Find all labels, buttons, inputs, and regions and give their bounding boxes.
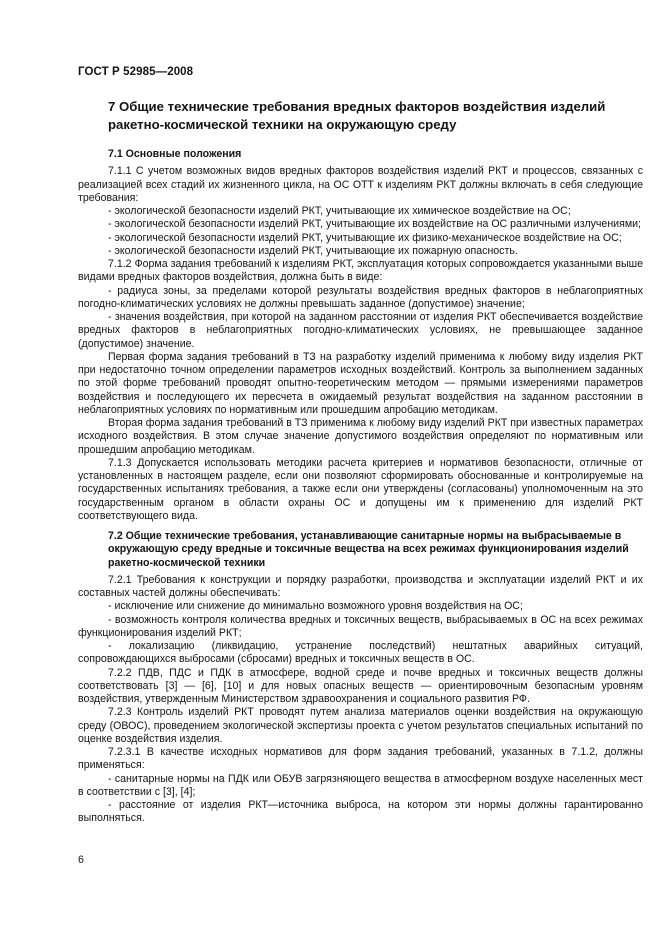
section-heading: 7 Общие технические требования вредных факторов воздействия изделий ракетно-космической техники на окружающую среду bbox=[108, 99, 606, 132]
list-item: - значения воздействия, при которой на заданном расстоянии от изделия РКТ обеспечивается воздействие вредных факторов в неблагоприятных погодно-климатических условиях, не превышающее заданное (допустимое) значение. bbox=[78, 311, 643, 350]
page-number: 6 bbox=[78, 854, 84, 866]
paragraph-7-2-1: 7.2.1 Требования к конструкции и порядку разработки, производства и эксплуатации изделий РКТ и их составных частей должны обеспечивать: bbox=[78, 573, 643, 599]
list-item: - экологической безопасности изделий РКТ, учитывающие их пожарную опасность. bbox=[108, 244, 518, 257]
paragraph-7-1-3: 7.1.3 Допускается использовать методики расчета критериев и нормативов безопасности, отличные от установленных в настоящем разделе, если они позволяют сформировать обоснованные и контролируемые на государственных испытаниях требования, а также если они утверждены (согласованы) уполномоченным на это государственным органом в области охраны ОС и допущены им к применению для изделий РКТ соответствующего вида. bbox=[78, 456, 643, 522]
list-item: - экологической безопасности изделий РКТ, учитывающие их физико-механическое воздействие на ОС; bbox=[108, 231, 622, 244]
list-item: - санитарные нормы на ПДК или ОБУВ загрязняющего вещества в атмосферном воздухе населенных мест в соответствии с [3], [4]; bbox=[78, 772, 643, 798]
list-item: - возможность контроля количества вредных и токсичных веществ, выбрасываемых в ОС на всех режимах функционирования изделий РКТ; bbox=[78, 613, 643, 639]
list-item: - экологической безопасности изделий РКТ, учитывающие их воздействие на ОС различными излучениями; bbox=[108, 218, 641, 231]
paragraph-first-form: Первая форма задания требований в ТЗ на разработку изделий применима к любому виду изделия РКТ при недостаточно точном определении параметров исходных воздействий. Контроль за выполнением заданных по этой форме требований проводят опытно-теоретическим методом — прямыми измерениями параметров воздействия и последующего их пересчета в ожидаемый результат воздействия на заданном расстоянии в неблагоприятных условиях по нормативным или прошедшим апробацию методикам. bbox=[78, 350, 643, 416]
subsection-7-2-body bbox=[78, 574, 643, 826]
list-item: - радиуса зоны, за пределами которой результаты воздействия вредных факторов в неблагоприятных погодно-климатических условиях не должны превышать заданное (допустимое) значение; bbox=[78, 284, 643, 310]
list-item: - экологической безопасности изделий РКТ, учитывающие их химическое воздействие на ОС; bbox=[108, 205, 571, 217]
paragraph-7-2-3: 7.2.3 Контроль изделий РКТ проводят путем анализа материалов оценки воздействия на окружающую среду (ОВОС), проведением экологической экспертизы проекта с учетом результатов специальных испытаний по оценке воздействия изделия. bbox=[78, 706, 643, 745]
list-item: - исключение или снижение до минимально возможного уровня воздействия на ОС; bbox=[108, 600, 523, 613]
standard-number: ГОСТ Р 52985—2008 bbox=[78, 66, 194, 78]
paragraph-second-form: Вторая форма задания требований в ТЗ применима к любому виду изделий РКТ при известных параметрах исходного воздействия. В этом случае значение допустимого воздействия определяют по нормативным или прошедшим апробацию методикам. bbox=[78, 417, 643, 456]
subsection-heading-7-1: 7.1 Основные положения bbox=[108, 148, 242, 160]
subsection-heading-7-2: 7.2 Общие технические требования, устанавливающие санитарные нормы на выбрасываемые в окружающую среду вредные и токсичные вещества на всех режимах функционирования изделий ракетно-космической техники bbox=[108, 530, 629, 569]
paragraph-7-2-3-1: 7.2.3.1 В качестве исходных нормативов для форм задания требований, указанных в 7.1.2, должны применяться: bbox=[78, 746, 643, 772]
page-body bbox=[78, 98, 643, 826]
list-item: - расстояние от изделия РКТ—источника выброса, на котором эти нормы должны гарантированно выполняться. bbox=[78, 799, 643, 825]
paragraph-7-1-2: 7.1.2 Форма задания требований к изделиям РКТ, эксплуатация которых сопровождается указанными выше видами вредных факторов воздействия, должна быть в виде: bbox=[78, 258, 643, 284]
paragraph-7-2-2: 7.2.2 ПДВ, ПДС и ПДК в атмосфере, водной среде и почве вредных и токсичных веществ должны соответствовать [3] — [6], [10] и для новых опасных веществ — ориентировочным безопасным уровням воздействия, утвержденным Министерством здравоохранения и социального развития РФ. bbox=[78, 666, 643, 705]
list-item: - локализацию (ликвидацию, устранение последствий) нештатных аварийных ситуаций, сопровождающихся выбросами (сбросами) вредных и токсичных веществ в ОС. bbox=[78, 640, 643, 666]
paragraph-7-1-1: 7.1.1 С учетом возможных видов вредных факторов воздействия изделий РКТ и процессов, связанных с реализацией всех стадий их жизненного цикла, на ОС ОТТ к изделиям РКТ должны включать в себя следующие требования: bbox=[78, 165, 643, 204]
subsection-7-1-body bbox=[78, 165, 643, 523]
